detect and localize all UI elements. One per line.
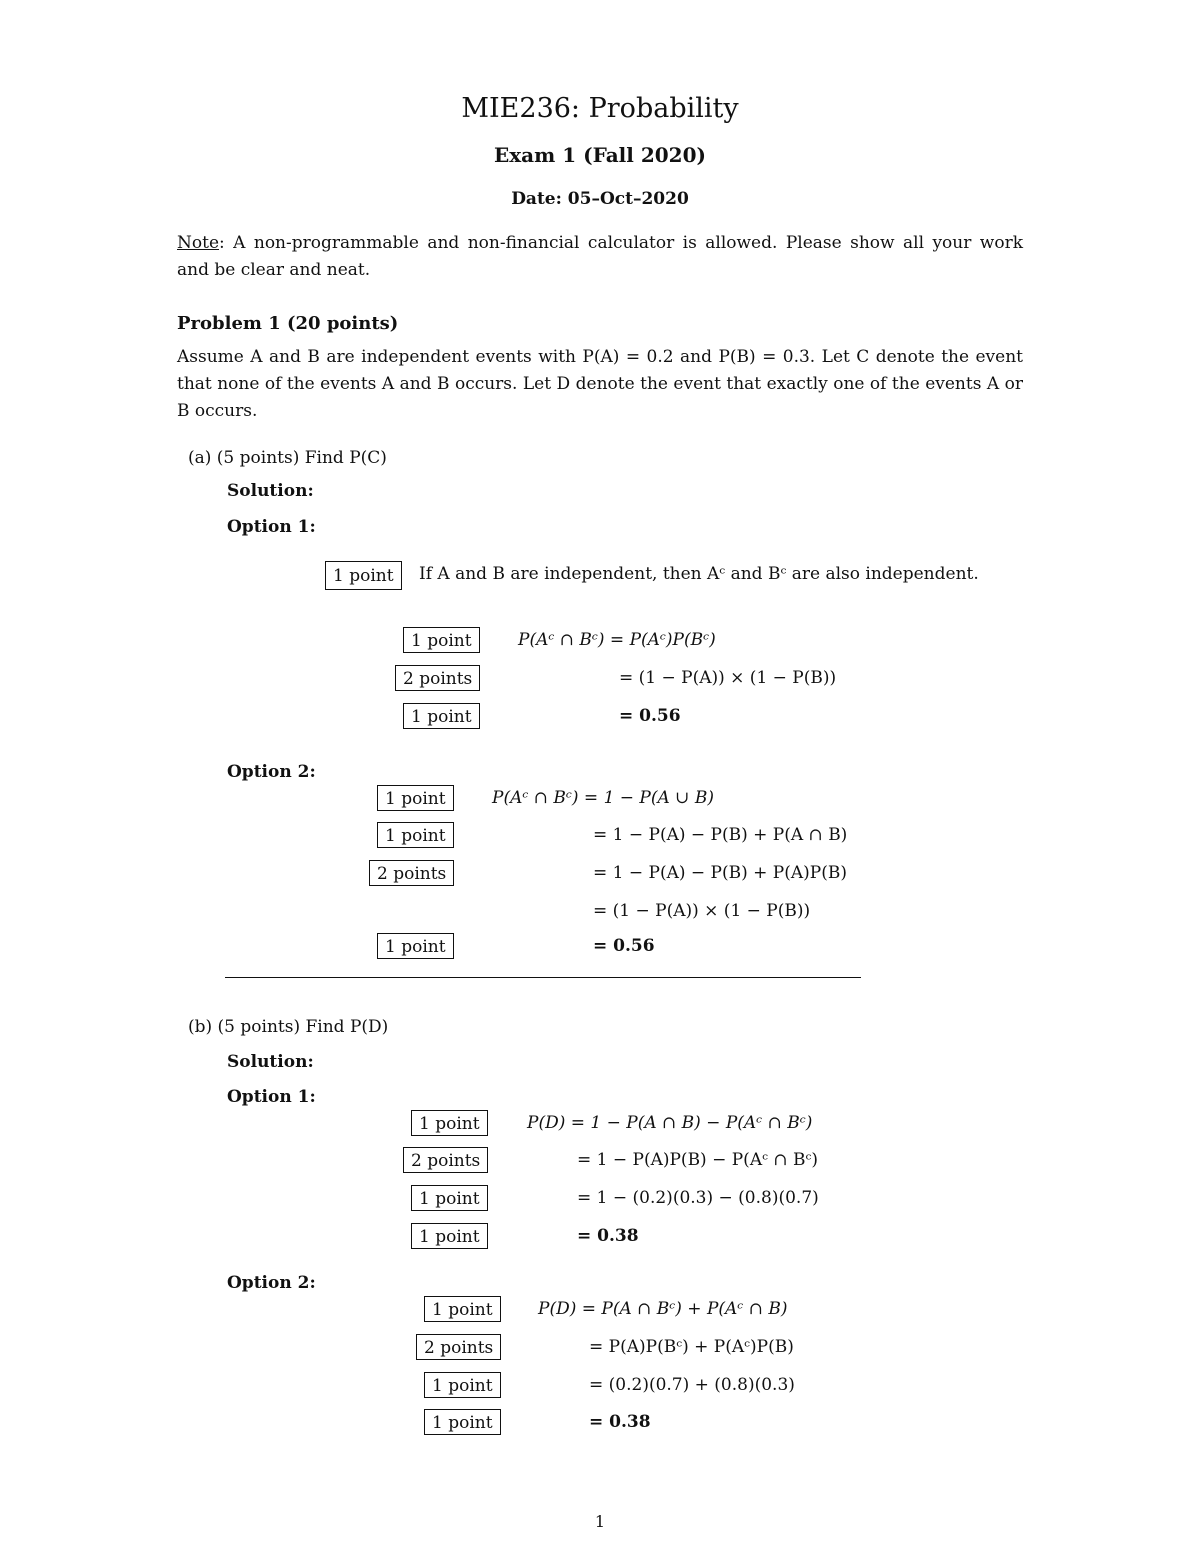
note-text: : A non-programmable and non-financial calculator is allowed. Please show all your work and be clear and neat.: [177, 233, 1023, 280]
equation-line: P(Aᶜ ∩ Bᶜ) = 1 − P(A ∪ B): [492, 788, 714, 808]
point-box: 2 points: [403, 1147, 488, 1173]
section-divider: [225, 977, 861, 978]
part-b-question: (b) (5 points) Find P(D): [188, 1017, 389, 1037]
point-box: 1 point: [325, 561, 402, 590]
equation-line: P(D) = P(A ∩ Bᶜ) + P(Aᶜ ∩ B): [538, 1299, 788, 1319]
point-box: 1 point: [424, 1296, 501, 1322]
part-a-option1-label: Option 1:: [227, 517, 316, 537]
equation-line: = 1 − (0.2)(0.3) − (0.8)(0.7): [577, 1188, 819, 1208]
point-box: 2 points: [369, 860, 454, 886]
equation-line: = (0.2)(0.7) + (0.8)(0.3): [589, 1375, 795, 1395]
equation-line: = 1 − P(A)P(B) − P(Aᶜ ∩ Bᶜ): [577, 1150, 819, 1170]
equation-result: = 0.56: [593, 936, 655, 956]
equation-line: = 1 − P(A) − P(B) + P(A ∩ B): [593, 825, 848, 845]
equation-line: = (1 − P(A)) × (1 − P(B)): [619, 668, 837, 688]
equation-line: P(D) = 1 − P(A ∩ B) − P(Aᶜ ∩ Bᶜ): [527, 1113, 813, 1133]
exam-date: Date: 05–Oct–2020: [511, 189, 689, 209]
page-number: 1: [594, 1512, 606, 1531]
note-label: Note: [177, 233, 220, 253]
point-box: 1 point: [377, 933, 454, 959]
equation-result: = 0.38: [589, 1412, 651, 1432]
exam-subtitle: Exam 1 (Fall 2020): [494, 143, 706, 167]
equation-line: = P(A)P(Bᶜ) + P(Aᶜ)P(B): [589, 1337, 794, 1357]
problem1-heading: Problem 1 (20 points): [177, 313, 399, 334]
point-box: 1 point: [377, 785, 454, 811]
page-title: MIE236: Probability: [461, 93, 739, 124]
part-a-question: (a) (5 points) Find P(C): [188, 448, 387, 468]
point-box: 1 point: [424, 1409, 501, 1435]
part-b-option1-label: Option 1:: [227, 1087, 316, 1107]
part-a-solution-label: Solution:: [227, 481, 314, 501]
point-box: 1 point: [411, 1185, 488, 1211]
part-a-option2-label: Option 2:: [227, 762, 316, 782]
problem1-statement: Assume A and B are independent events with P(A) = 0.2 and P(B) = 0.3. Let C denote the event that none of the events A and B occurs. Let D denote the event that exactly one of the events A or B occurs.: [177, 347, 1023, 421]
point-box: 2 points: [416, 1334, 501, 1360]
equation-result: = 0.56: [619, 706, 681, 726]
point-box: 1 point: [424, 1372, 501, 1398]
note-paragraph: [177, 230, 1023, 284]
part-b-option2-label: Option 2:: [227, 1273, 316, 1293]
point-box: 1 point: [411, 1110, 488, 1136]
point-box: 1 point: [411, 1223, 488, 1249]
point-box: 2 points: [395, 665, 480, 691]
independence-hint: If A and B are independent, then Aᶜ and Bᶜ are also independent.: [419, 564, 979, 584]
point-box: 1 point: [377, 822, 454, 848]
equation-line: P(Aᶜ ∩ Bᶜ) = P(Aᶜ)P(Bᶜ): [518, 630, 716, 650]
equation-result: = 0.38: [577, 1226, 639, 1246]
point-box: 1 point: [403, 703, 480, 729]
part-b-solution-label: Solution:: [227, 1052, 314, 1072]
equation-line: = (1 − P(A)) × (1 − P(B)): [593, 901, 811, 921]
point-box: 1 point: [403, 627, 480, 653]
equation-line: = 1 − P(A) − P(B) + P(A)P(B): [593, 863, 847, 883]
